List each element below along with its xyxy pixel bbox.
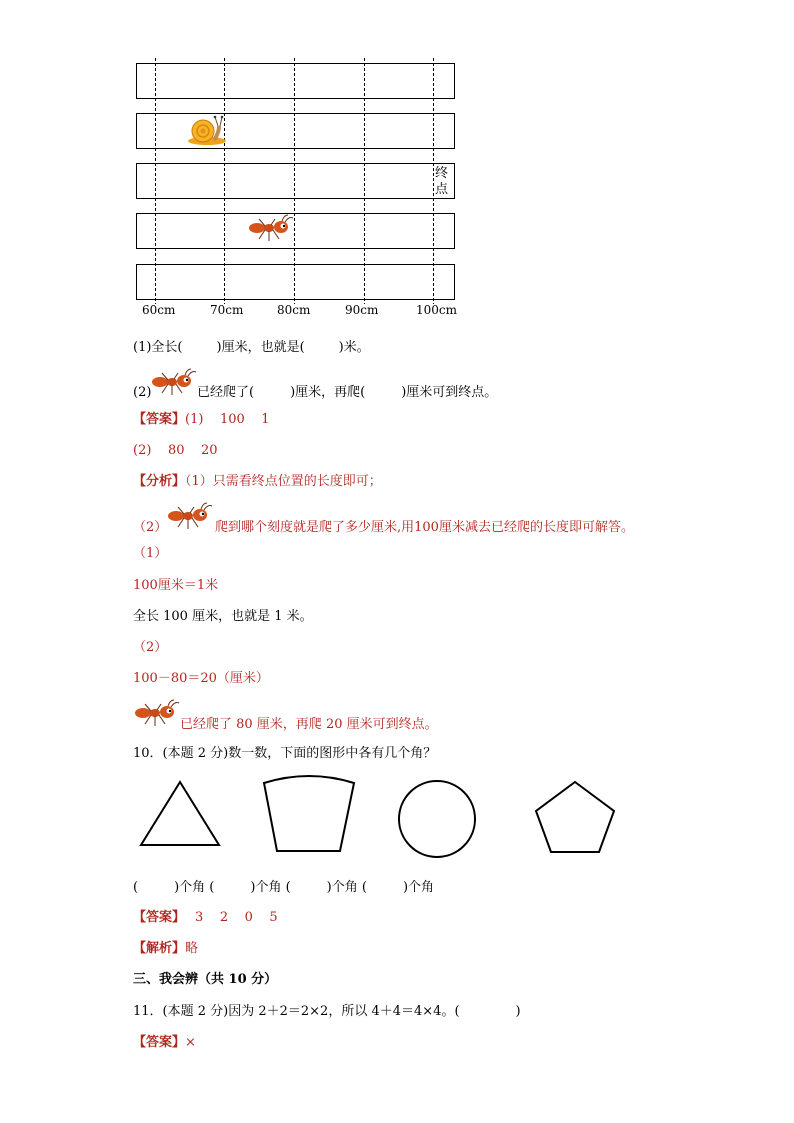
tick-label-70: 70cm bbox=[210, 303, 244, 317]
blank-close: )个角 bbox=[326, 880, 358, 895]
grid-row bbox=[137, 64, 455, 99]
q9-sol-2-head: （2） bbox=[133, 640, 168, 655]
blank-close: )个角 bbox=[174, 880, 206, 895]
circle-shape bbox=[399, 781, 475, 857]
q9-answer-2: (2) 80 20 bbox=[133, 443, 218, 458]
q9-analysis-1 bbox=[133, 474, 382, 490]
grid-dashed-lines bbox=[156, 58, 434, 304]
q9-analysis-2-head: （2） bbox=[133, 520, 168, 535]
q9-part1-c: )米。 bbox=[338, 340, 370, 355]
ant-icon bbox=[150, 366, 200, 396]
tick-label-60: 60cm bbox=[142, 303, 176, 317]
snail-icon bbox=[188, 116, 226, 145]
grid-row bbox=[137, 214, 455, 249]
blank-open: ( bbox=[133, 880, 139, 895]
analysis-label: 【分析】 bbox=[133, 474, 186, 489]
grid-rows bbox=[137, 64, 455, 300]
end-label-2: 点 bbox=[435, 182, 449, 197]
q9-part2-text bbox=[197, 385, 497, 401]
ruler-grid-figure bbox=[0, 0, 794, 320]
q9-sol-2-eq: 100－80＝20（厘米） bbox=[133, 671, 269, 686]
grid-row bbox=[137, 114, 455, 149]
ant-icon bbox=[166, 500, 216, 530]
analysis-text: 略 bbox=[185, 941, 199, 956]
q9-part2-num: (2) bbox=[133, 385, 152, 400]
analysis-label: 【解析】 bbox=[133, 941, 186, 956]
q11-close: ) bbox=[515, 1004, 521, 1019]
q10-blanks bbox=[133, 880, 434, 896]
q9-part2-c: )厘米，再爬( bbox=[290, 385, 366, 400]
answer-label: 【答案】 bbox=[133, 910, 186, 925]
q11-answer bbox=[133, 1035, 196, 1051]
tick-label-100: 100cm bbox=[416, 303, 458, 317]
fan-shape bbox=[264, 776, 354, 851]
q9-sol-1-eq: 100厘米＝1米 bbox=[133, 578, 219, 593]
section-title: 三、我会辨（共 10 分） bbox=[133, 972, 278, 987]
q9-part2-b: 已经爬了( bbox=[197, 385, 255, 400]
q9-answer-1 bbox=[133, 412, 270, 428]
q9-part1-a: (1)全长( bbox=[133, 340, 183, 355]
ant-icon bbox=[133, 697, 183, 727]
q10-title: 10．(本题 2 分)数一数，下面的图形中各有几个角？ bbox=[133, 746, 437, 761]
blank-open: ( bbox=[361, 880, 367, 895]
answer-label: 【答案】 bbox=[133, 412, 186, 427]
blank-open: ( bbox=[209, 880, 215, 895]
answer-label: 【答案】 bbox=[133, 1035, 186, 1050]
tick-label-90: 90cm bbox=[345, 303, 379, 317]
triangle-shape bbox=[141, 782, 219, 845]
q9-sol-1-text: 全长 100 厘米，也就是 1 米。 bbox=[133, 609, 313, 624]
grid-row bbox=[137, 164, 455, 199]
q10-analysis bbox=[133, 941, 198, 957]
tick-label-80: 80cm bbox=[277, 303, 311, 317]
grid-row bbox=[137, 265, 455, 300]
answer-value: 3 2 0 5 bbox=[195, 910, 278, 925]
answer-value: × bbox=[185, 1035, 196, 1050]
q9-sol-2-text: 已经爬了 80 厘米，再爬 20 厘米可到终点。 bbox=[180, 717, 438, 732]
blank-close: )个角 bbox=[250, 880, 282, 895]
answer-value-1: (1) 100 1 bbox=[185, 412, 270, 427]
blank-close: )个角 bbox=[402, 880, 435, 895]
pentagon-shape bbox=[536, 782, 614, 852]
q10-shapes bbox=[0, 775, 794, 865]
q11-title bbox=[133, 1004, 521, 1020]
q10-answer bbox=[133, 910, 278, 926]
q9-part1-b: )厘米，也就是( bbox=[216, 340, 305, 355]
q9-sol-1-head: （1） bbox=[133, 546, 168, 561]
q9-part1 bbox=[133, 340, 370, 356]
q11-text: 11．(本题 2 分)因为 2＋2＝2×2，所以 4＋4＝4×4。( bbox=[133, 1004, 460, 1019]
ant-icon bbox=[249, 215, 293, 241]
end-label-1: 终 bbox=[435, 166, 449, 181]
q9-analysis-2-text: 爬到哪个刻度就是爬了多少厘米,用100厘米减去已经爬的长度即可解答。 bbox=[215, 520, 634, 535]
analysis-text-1: （1）只需看终点位置的长度即可； bbox=[185, 474, 382, 489]
blank-open: ( bbox=[285, 880, 291, 895]
q9-part2-d: )厘米可到终点。 bbox=[401, 385, 498, 400]
